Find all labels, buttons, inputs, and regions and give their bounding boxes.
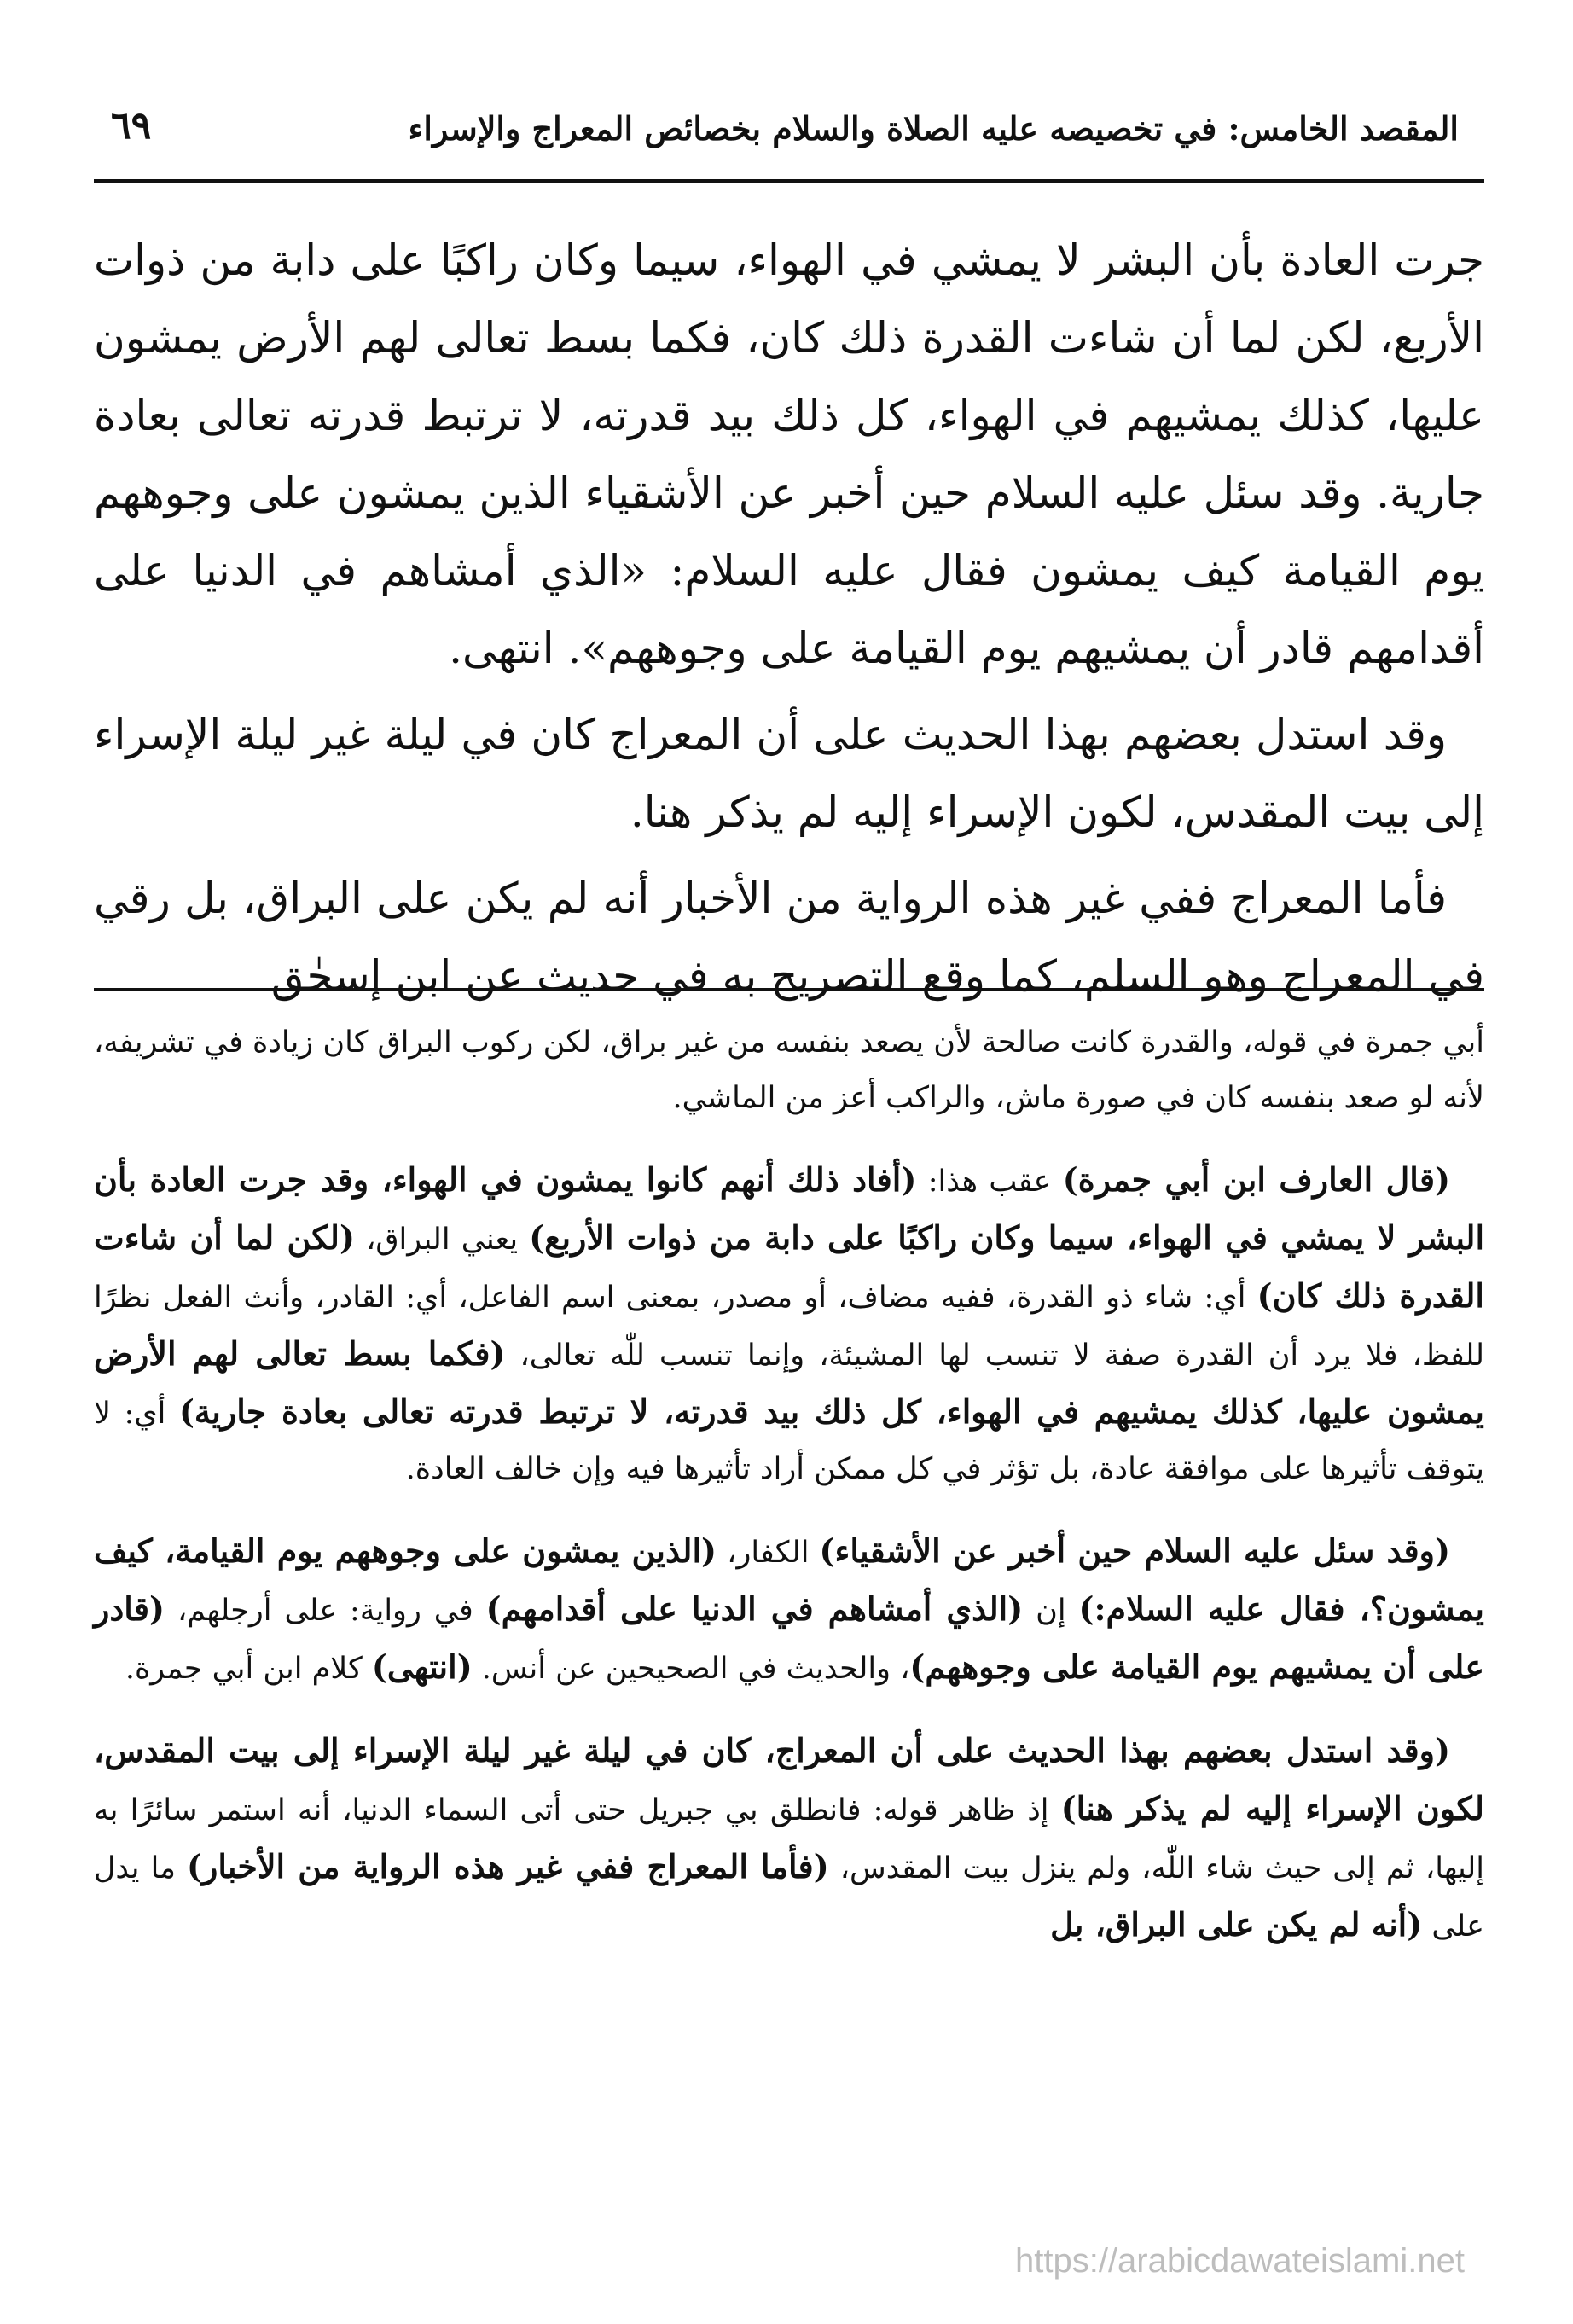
- explanation-text: أي: شاء ذو القدرة، ففيه مضاف، أو مصدر، بمعنى اسم الفاعل، أي: القادر، وأنث الفعل نظرًا للفظ، فلا يرد أن القدرة صفة لا تنسب لها المشيئة، وإنما تنسب للّٰه تعالى،: [94, 1281, 1484, 1373]
- quoted-text: (فكما بسط تعالى لهم الأرض يمشون عليها، كذلك يمشيهم في الهواء، كل ذلك بيد قدرته، لا ترتبط قدرته تعالى بعادة جارية): [94, 1334, 1485, 1431]
- commentary-paragraph: [94, 1723, 1484, 1955]
- header-divider: [94, 179, 1484, 183]
- explanation-text: في رواية: على أرجلهم،: [165, 1594, 486, 1628]
- commentary: [94, 1015, 1484, 1980]
- commentary-paragraph: أبي جمرة في قوله، والقدرة كانت صالحة لأن يصعد بنفسه من غير براق، لكن ركوب البراق كان زيادة في تشريفه، لأنه لو صعد بنفسه كان في صورة ماش، والراكب أعز من الماشي.: [94, 1025, 1484, 1115]
- explanation-text: ، والحديث في الصحيحين عن أنس.: [472, 1652, 910, 1686]
- quoted-text: (وقد استدل بعضهم بهذا الحديث على أن المعراج، كان في ليلة غير ليلة الإسراء إلى بيت المقدس، لكون الإسراء إليه لم يذكر هنا): [94, 1731, 1485, 1827]
- explanation-text: عقب هذا:: [916, 1165, 1063, 1199]
- quoted-text: (فأما المعراج ففي غير هذه الرواية من الأخبار): [187, 1847, 829, 1885]
- quoted-text: (قال العارف ابن أبي جمرة): [1062, 1160, 1450, 1199]
- quoted-text: (وقد سئل عليه السلام حين أخبر عن الأشقياء): [819, 1531, 1450, 1570]
- main-paragraph: فأما المعراج ففي غير هذه الرواية من الأخبار أنه لم يكن على البراق، بل رقي في المعراج وهو السلم، كما وقع التصريح به في حديث عن ابن إسحٰق: [94, 874, 1484, 1001]
- main-text: [94, 222, 1484, 1024]
- quoted-text: (أنه لم يكن على البراق، بل: [1050, 1905, 1423, 1943]
- chapter-title: المقصد الخامس: في تخصيصه عليه الصلاة والسلام بخصائص المعراج والإسراء: [408, 109, 1459, 148]
- page-number: ٦٩: [111, 104, 152, 148]
- quoted-text: (الذي أمشاهم في الدنيا على أقدامهم): [485, 1589, 1024, 1628]
- explanation-text: إن: [1023, 1594, 1079, 1628]
- explanation-text: ما يدل على: [94, 1851, 1484, 1943]
- main-paragraph: وقد استدل بعضهم بهذا الحديث على أن المعراج كان في ليلة غير ليلة الإسراء إلى بيت المقدس، لكون الإسراء إليه لم يذكر هنا.: [94, 710, 1484, 837]
- main-paragraph: جرت العادة بأن البشر لا يمشي في الهواء، سيما وكان راكبًا على دابة من ذوات الأربع، لكن لما أن شاءت القدرة ذلك كان، فكما بسط تعالى لهم الأرض يمشون عليها، كذلك يمشيهم في الهواء، كل ذلك بيد قدرته، لا ترتبط قدرته تعالى بعادة جارية. وقد سئل عليه السلام حين أخبر عن الأشقياء الذين يمشون على وجوههم يوم القيامة كيف يمشون فقال عليه السلام: «الذي أمشاهم في الدنيا على أقدامهم قادر أن يمشيهم يوم القيامة على وجوههم». انتهى.: [94, 235, 1484, 673]
- quoted-text: (انتهى): [371, 1647, 473, 1686]
- explanation-text: إذ ظاهر قوله: فانطلق بي جبريل حتى أتى السماء الدنيا، أنه استمر سائرًا به إليها، ثم إلى حيث شاء اللّٰه، ولم ينزل بيت المقدس،: [94, 1793, 1484, 1885]
- commentary-paragraph: [94, 1152, 1484, 1497]
- explanation-text: يعني البراق،: [354, 1223, 530, 1257]
- explanation-text: أي: لا يتوقف تأثيرها على موافقة عادة، بل تؤثر في كل ممكن أراد تأثيرها فيه وإن خالف العادة.: [94, 1397, 1484, 1486]
- quoted-text: (قادر على أن يمشيهم يوم القيامة على وجوههم): [94, 1589, 1484, 1686]
- explanation-text: كلام ابن أبي جمرة.: [125, 1652, 372, 1686]
- quoted-text: (أفاد ذلك أنهم كانوا يمشون في الهواء، وقد جرت العادة بأن البشر لا يمشي في الهواء، سيما وكان راكبًا على دابة من ذوات الأربع): [94, 1160, 1484, 1257]
- quoted-text: (لكن لما أن شاءت القدرة ذلك كان): [94, 1218, 1484, 1315]
- commentary-paragraph: [94, 1523, 1484, 1697]
- book-page: [94, 94, 1484, 2278]
- explanation-text: الكفار،: [717, 1536, 820, 1570]
- running-header: [94, 94, 1484, 171]
- commentary-divider: [94, 988, 1484, 991]
- quoted-text: (الذين يمشون على وجوههم يوم القيامة، كيف يمشون؟، فقال عليه السلام:): [94, 1531, 1484, 1628]
- website-watermark: https://arabicdawateislami.net: [1015, 2242, 1465, 2280]
